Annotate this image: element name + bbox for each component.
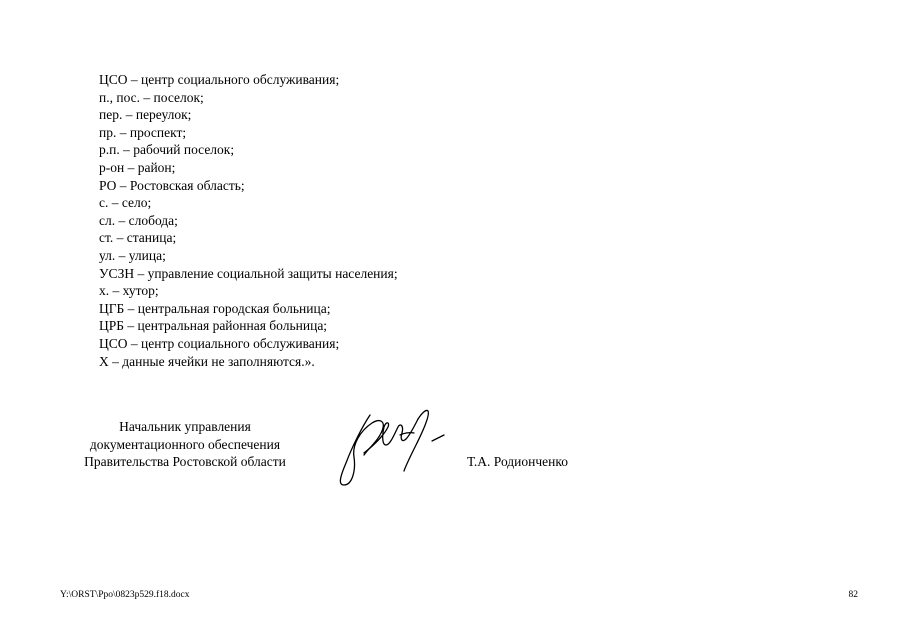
signer-position-line: документационного обеспечения [89,436,281,452]
abbreviation-item: Х – данные ячейки не заполняются.». [99,353,315,369]
signer-position-line: Правительства Ростовской области [84,454,286,470]
abbreviation-item: р.п. – рабочий поселок; [99,142,235,158]
abbreviation-item: ЦРБ – центральная районная больница; [99,318,328,334]
signer-name: Т.А. Родионченко [467,454,568,469]
abbreviation-item: ул. – улица; [99,247,166,263]
abbreviation-item: пер. – переулок; [99,107,192,123]
abbreviation-item: х. – хутор; [99,283,159,299]
abbreviation-item: сл. – слобода; [99,212,178,228]
abbreviation-item: УСЗН – управление социальной защиты населения; [99,265,398,281]
abbreviation-item: р-он – район; [99,159,176,175]
abbreviation-item: пр. – проспект; [99,124,187,140]
abbreviation-item: с. – село; [99,195,152,211]
signer-position [40,418,330,471]
abbreviation-item: п., пос. – поселок; [99,89,204,105]
abbreviation-list [99,71,398,370]
page-number: 82 [848,590,858,600]
abbreviation-item: ЦСО – центр социального обслуживания; [99,72,340,87]
abbreviation-item: ЦГБ – центральная городская больница; [99,300,331,316]
abbreviation-item: РО – Ростовская область; [99,177,245,193]
abbreviation-item: ЦСО – центр социального обслуживания; [99,335,340,351]
footer-file-path: Y:\ORST\Ppo\0823p529.f18.docx [60,590,190,600]
signer-position-line: Начальник управления [119,419,251,434]
handwritten-signature [330,405,450,490]
abbreviation-item: ст. – станица; [99,230,177,246]
